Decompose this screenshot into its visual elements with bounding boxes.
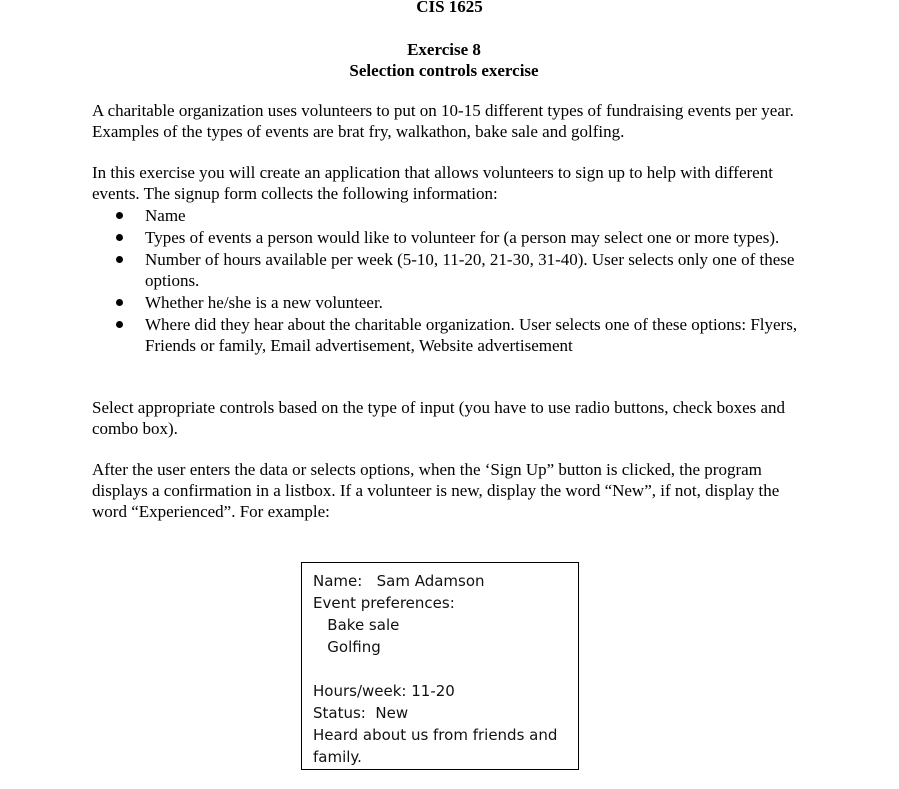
signup-button-paragraph: After the user enters the data or selects options, when the ‘Sign Up” button is clicked, the program displays a confirmation in a listbox. If a volunteer is new, display the word “New”, if not, display the word “Experienced”. For example:: [92, 460, 780, 521]
list-item-text: Number of hours available per week (5-10, 11-20, 21-30, 31-40). User selects only one of these options.: [145, 250, 795, 290]
listbox-line-name: Name: Sam Adamson: [313, 572, 485, 590]
list-item: [92, 227, 812, 248]
bullet-icon: [116, 299, 123, 306]
listbox-line-heard-2: family.: [313, 748, 362, 766]
course-code: CIS 1625: [416, 0, 483, 16]
list-item-text: Name: [145, 206, 186, 225]
exercise-heading: [0, 39, 888, 81]
list-item-text: Whether he/she is a new volunteer.: [145, 293, 383, 312]
bullet-icon: [116, 234, 123, 241]
listbox-line-heard-1: Heard about us from friends and: [313, 726, 558, 744]
bullet-icon: [116, 321, 123, 328]
bullet-icon: [116, 256, 123, 263]
list-item: [92, 249, 812, 291]
list-item: [92, 314, 812, 356]
listbox-line-hours: Hours/week: 11-20: [313, 682, 455, 700]
intro-paragraph: A charitable organization uses volunteers to put on 10-15 different types of fundraising events per year. Examples of the types of events are brat fry, walkathon, bake sale and golfing.: [92, 101, 794, 141]
controls-paragraph: Select appropriate controls based on the type of input (you have to use radio buttons, check boxes and combo box).: [92, 398, 786, 438]
list-item: [92, 292, 812, 313]
signup-form-paragraph: In this exercise you will create an application that allows volunteers to sign up to help with different events. The signup form collects the following information:: [92, 163, 773, 203]
listbox-line-event-2: Golfing: [313, 638, 381, 656]
listbox-line-event-1: Bake sale: [313, 616, 400, 634]
exercise-title: Exercise 8: [407, 40, 481, 59]
list-item-text: Where did they hear about the charitable organization. User selects one of these options: Flyers, Friends or family, Email advertisement, Website advertisement: [145, 315, 798, 355]
listbox-line-status: Status: New: [313, 704, 409, 722]
exercise-subtitle: Selection controls exercise: [349, 61, 539, 80]
form-fields-list: [92, 205, 812, 357]
confirmation-listbox-example[interactable]: [301, 562, 579, 770]
list-item: [92, 205, 812, 226]
list-item-text: Types of events a person would like to volunteer for (a person may select one or more types).: [145, 228, 780, 247]
listbox-line-blank: [313, 658, 578, 680]
bullet-icon: [116, 212, 123, 219]
listbox-line-event-header: Event preferences:: [313, 594, 455, 612]
